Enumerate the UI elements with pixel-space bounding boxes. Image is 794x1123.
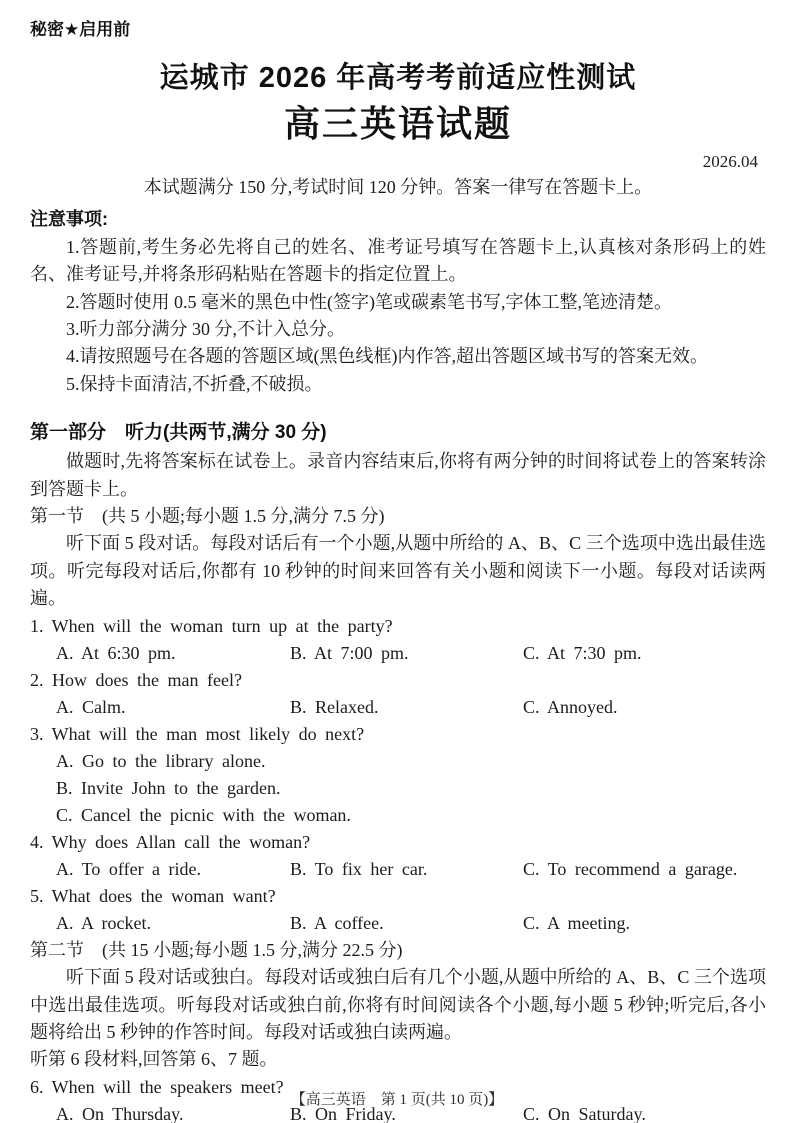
question-4-text: 4. Why does Allan call the woman? — [30, 831, 311, 852]
question-5-text: 5. What does the woman want? — [30, 885, 276, 906]
exam-info-line: 本试题满分 150 分,考试时间 120 分钟。答案一律写在答题卡上。 — [143, 177, 653, 197]
question-5-option-c: C. A meeting. — [523, 912, 630, 933]
notice-item-4: 4.请按照题号在各题的答题区域(黑色线框)内作答,超出答题区域书写的答案无效。 — [66, 346, 708, 367]
question-6-option-b: B. On Friday. — [290, 1103, 396, 1123]
question-5 — [30, 883, 766, 937]
question-1 — [30, 613, 766, 667]
question-2-option-a: A. Calm. — [56, 696, 126, 717]
section1-heading: 第一节 (共 5 小题;每小题 1.5 分,满分 7.5 分) — [30, 506, 385, 527]
question-3-option-b: B. Invite John to the garden. — [56, 777, 281, 798]
question-3-text: 3. What will the man most likely do next? — [30, 723, 365, 744]
question-5-option-a: A. A rocket. — [56, 912, 151, 933]
question-1-text: 1. When will the woman turn up at the party? — [30, 615, 393, 636]
notice-item-2: 2.答题时使用 0.5 毫米的黑色中性(签字)笔或碳素笔书写,字体工整,笔迹清楚。 — [66, 291, 672, 312]
question-3 — [30, 721, 766, 829]
question-6-option-c: C. On Saturday. — [523, 1103, 646, 1123]
notice-item-1: 1.答题前,考生务必先将自己的姓名、准考证号填写在答题卡上,认真核对条形码上的姓名、准考证号,并将条形码粘贴在答题卡的指定位置上。 — [30, 236, 766, 285]
question-4-options — [56, 856, 766, 883]
section2-intro: 听下面 5 段对话或独白。每段对话或独白后有几个小题,从题中所给的 A、B、C 三个选项中选出最佳选项。听每段对话或独白前,你将有时间阅读各个小题,每小题 5 秒钟;听完后,各小题将给出 5 秒钟的作答时间。每段对话或独白读两遍。 — [30, 967, 766, 1042]
exam-date: 2026.04 — [702, 152, 758, 171]
exam-subtitle: 高三英语试题 — [283, 103, 512, 144]
question-3-option-a: A. Go to the library alone. — [56, 750, 266, 771]
notice-item-5: 5.保持卡面清洁,不折叠,不破损。 — [66, 373, 323, 394]
part1-intro: 做题时,先将答案标在试卷上。录音内容结束后,你将有两分钟的时间将试卷上的答案转涂到答题卡上。 — [30, 451, 766, 499]
section2-material-note: 听第 6 段材料,回答第 6、7 题。 — [30, 1049, 278, 1070]
question-1-option-b: B. At 7:00 pm. — [290, 642, 409, 663]
notices-heading: 注意事项: — [30, 209, 108, 230]
question-4-option-a: A. To offer a ride. — [56, 858, 202, 879]
notice-item-3: 3.听力部分满分 30 分,不计入总分。 — [66, 319, 345, 340]
question-1-option-c: C. At 7:30 pm. — [523, 642, 642, 663]
question-2 — [30, 667, 766, 721]
question-4-option-b: B. To fix her car. — [290, 858, 428, 879]
question-4 — [30, 829, 766, 883]
question-1-options — [56, 640, 766, 667]
question-5-options — [56, 910, 766, 937]
question-6-text: 6. When will the speakers meet? — [30, 1076, 284, 1097]
section2-heading: 第二节 (共 15 小题;每小题 1.5 分,满分 22.5 分) — [30, 939, 403, 960]
question-2-option-b: B. Relaxed. — [290, 696, 379, 717]
exam-title: 运城市 2026 年高考考前适应性测试 — [159, 62, 637, 94]
question-3-option-c: C. Cancel the picnic with the woman. — [56, 804, 351, 825]
secrecy-label: 秘密★启用前 — [30, 20, 131, 39]
question-3-options — [56, 748, 766, 829]
question-5-option-b: B. A coffee. — [290, 912, 384, 933]
question-4-option-c: C. To recommend a garage. — [523, 858, 738, 879]
question-1-option-a: A. At 6:30 pm. — [56, 642, 176, 663]
question-2-options — [56, 694, 766, 721]
question-2-text: 2. How does the man feel? — [30, 669, 242, 690]
notices-section — [30, 206, 766, 398]
question-2-option-c: C. Annoyed. — [523, 696, 618, 717]
page-footer: 【高三英语 第 1 页(共 10 页)】 — [290, 1092, 504, 1108]
question-6-option-a: A. On Thursday. — [56, 1103, 184, 1123]
section1-intro: 听下面 5 段对话。每段对话后有一个小题,从题中所给的 A、B、C 三个选项中选出最佳选项。听完每段对话后,你都有 10 秒钟的时间来回答有关小题和阅读下一小题。每段对话读两遍。 — [30, 533, 766, 609]
part1-heading: 第一部分 听力(共两节,满分 30 分) — [30, 422, 327, 444]
